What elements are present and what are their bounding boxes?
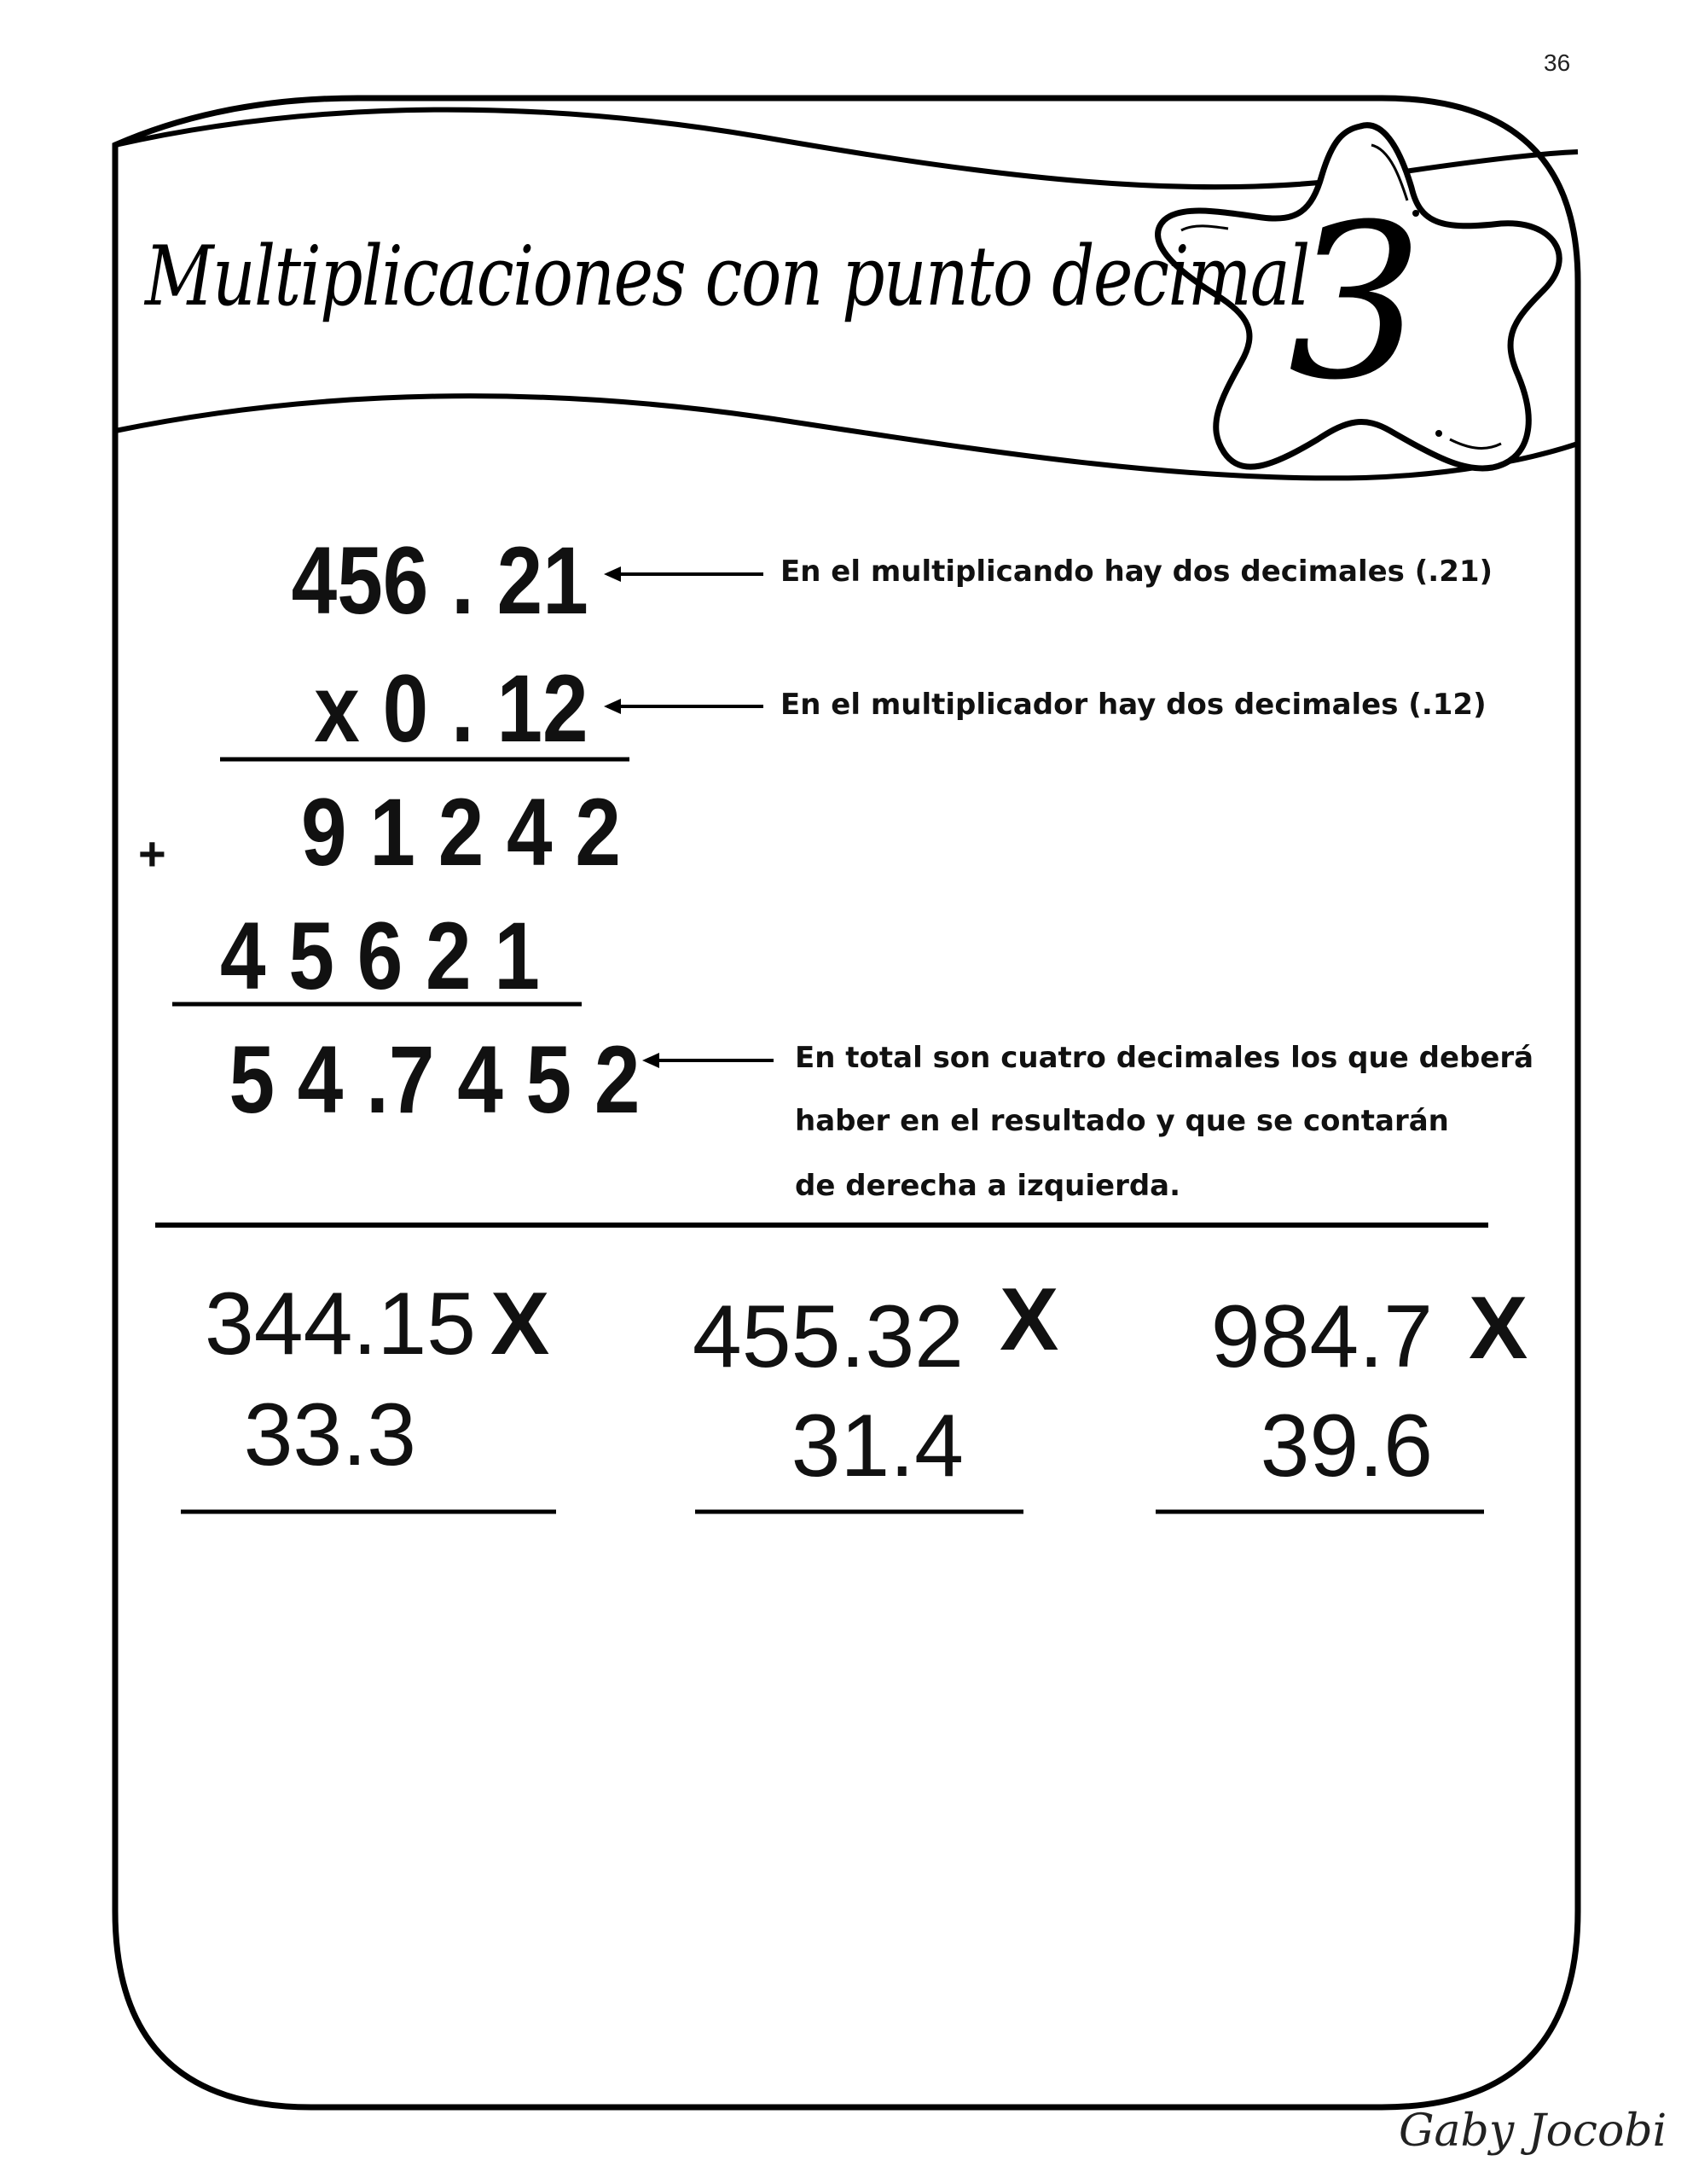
note-multiplier: En el multiplicador hay dos decimales (.12) <box>780 688 1487 722</box>
problem-3-top: 984.7 <box>1210 1287 1433 1386</box>
example-multiplier: x 0 . 12 <box>314 655 588 762</box>
problem-1-operator: X <box>490 1275 550 1374</box>
problem-1-top: 344.15 <box>204 1275 476 1374</box>
example-multiplicand: 456 . 21 <box>291 527 588 634</box>
page-number: 36 <box>1544 49 1571 76</box>
example-partial-1: 9 1 2 4 2 <box>301 779 621 886</box>
note-result-line: de derecha a izquierda. <box>795 1169 1181 1203</box>
arrow-icon <box>604 566 763 582</box>
example-partial-2: 4 5 6 2 1 <box>220 903 540 1009</box>
author-signature: Gaby Jocobi <box>1399 2106 1667 2157</box>
problem-3-bottom: 39.6 <box>1260 1397 1433 1496</box>
note-result-line: En total son cuatro decimales los que deberá <box>795 1041 1534 1075</box>
problem-3-operator: X <box>1469 1279 1528 1378</box>
problem-2-bottom: 31.4 <box>791 1397 964 1496</box>
note-multiplicand: En el multiplicando hay dos decimales (.21) <box>780 555 1493 589</box>
plus-sign: + <box>138 827 166 880</box>
problem-1-bottom: 33.3 <box>243 1385 416 1484</box>
problem-2-top: 455.32 <box>692 1287 964 1386</box>
page-title: Multiplicaciones con punto decimal <box>145 229 1309 324</box>
arrow-icon <box>642 1053 774 1068</box>
badge-number: 3 <box>1288 178 1424 427</box>
example-result: 5 4 .7 4 5 2 <box>229 1026 640 1133</box>
note-result-line: haber en el resultado y que se contarán <box>795 1104 1449 1138</box>
arrow-icon <box>604 699 763 714</box>
problem-2-operator: X <box>1000 1270 1059 1369</box>
